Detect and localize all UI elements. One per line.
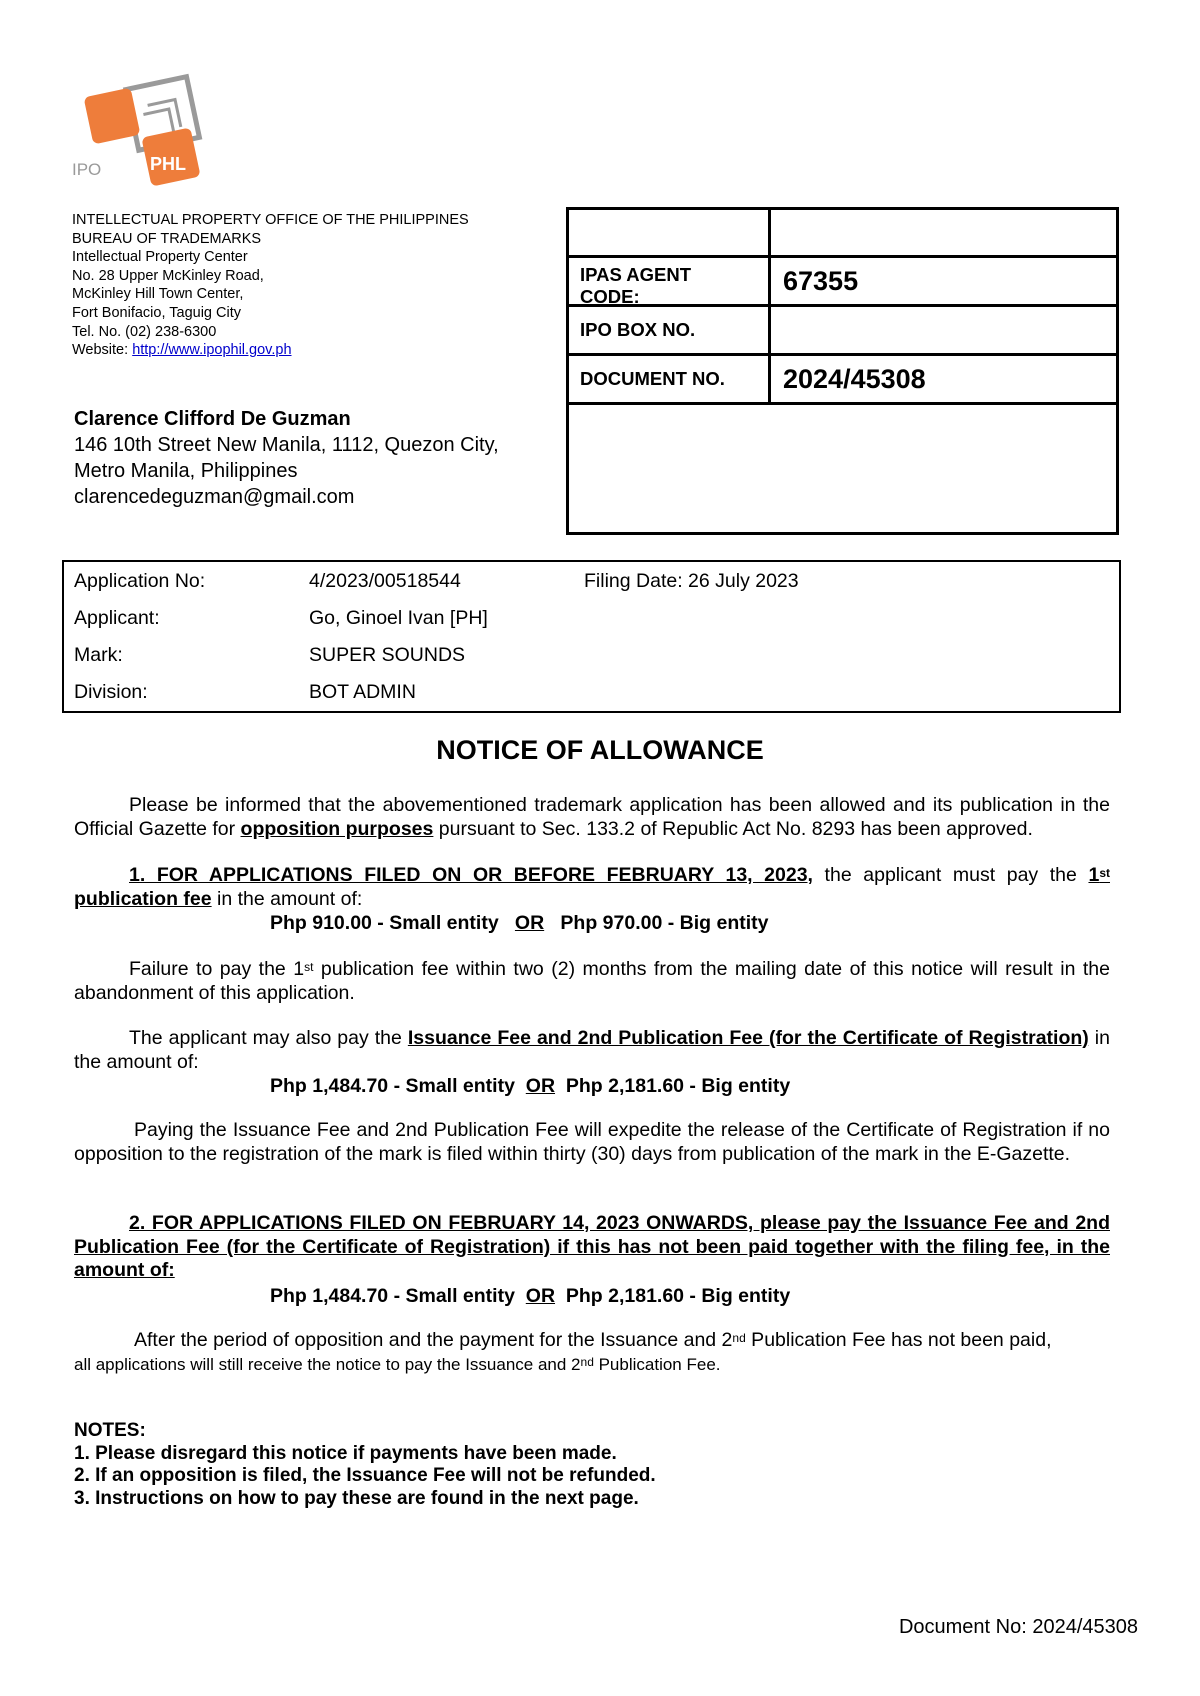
notes-heading: NOTES: (74, 1420, 146, 1441)
office-line: BUREAU OF TRADEMARKS (72, 230, 262, 247)
ipas-agent-code-row (569, 258, 1116, 307)
section-1-paragraph: 1. FOR APPLICATIONS FILED ON OR BEFORE FEBRUARY 13, 2023, the applicant must pay the 1st publication fee in the amount of: (74, 864, 1110, 910)
applicant-row (64, 607, 1119, 637)
applicant-label: Applicant: (74, 607, 160, 629)
also-pay-paragraph: The applicant may also pay the Issuance Fee and 2nd Publication Fee (for the Certificate of Registration) in the amount of: (74, 1027, 1110, 1073)
website-label: Website: (72, 342, 133, 359)
opposition-purposes-text: opposition purposes (240, 817, 434, 840)
logo-text-ipo: IPO (72, 160, 102, 179)
application-info-box (62, 560, 1121, 713)
office-website (72, 341, 572, 360)
recipient-email: clarencedeguzman@gmail.com (74, 486, 355, 508)
fee-line-1: Php 910.00 - Small entity OR Php 970.00 - Big entity (270, 912, 769, 934)
division-value: BOT ADMIN (309, 681, 416, 703)
document-no-value: 2024/45308 (783, 363, 926, 394)
recipient-name: Clarence Clifford De Guzman (74, 408, 351, 430)
mark-label: Mark: (74, 644, 123, 666)
document-no-row (569, 356, 1116, 405)
ipo-box-label: IPO BOX NO. (569, 307, 771, 353)
paying-paragraph: Paying the Issuance Fee and 2nd Publication Fee will expedite the release of the Certificate of Registration if no opposition to the registration of the mark is filed within thirty (30) days from publication of the mark in the E-Gazette. (74, 1119, 1110, 1165)
recipient-block (74, 406, 574, 510)
ipas-agent-code-label: IPAS AGENT CODE: (569, 258, 771, 304)
website-link[interactable]: http://www.ipophil.gov.ph (132, 342, 292, 359)
footer-document-no: Document No: 2024/45308 (898, 1616, 1138, 1638)
applicant-value: Go, Ginoel Ivan [PH] (309, 607, 488, 629)
application-no-label: Application No: (74, 570, 206, 592)
office-line: No. 28 Upper McKinley Road, (72, 267, 264, 284)
division-row (64, 681, 1119, 711)
office-address-block (72, 211, 572, 360)
ipas-agent-code-value: 67355 (783, 265, 859, 296)
mark-value: SUPER SOUNDS (309, 644, 466, 666)
agent-box-empty-row (569, 210, 1116, 258)
logo-text-phl: PHL (150, 154, 186, 174)
ipophl-logo (70, 70, 220, 200)
document-no-label: DOCUMENT NO. (569, 356, 771, 402)
division-label: Division: (74, 681, 148, 703)
office-line: INTELLECTUAL PROPERTY OFFICE OF THE PHILIPPINES (72, 212, 469, 228)
note-item: 1. Please disregard this notice if payments have been made. (74, 1442, 617, 1464)
filing-date: Filing Date: 26 July 2023 (584, 570, 799, 592)
application-no-row (64, 570, 1119, 600)
recipient-address-line: Metro Manila, Philippines (74, 460, 298, 482)
application-no-value: 4/2023/00518544 (309, 570, 461, 592)
failure-paragraph: Failure to pay the 1st publication fee within two (2) months from the mailing date of this notice will result in the abandonment of this application. (74, 958, 1110, 1004)
intro-paragraph: Please be informed that the abovementioned trademark application has been allowed and its publication in the Official Gazette for opposition purposes pursuant to Sec. 133.2 of Republic Act No. 8293 has been approved. (74, 794, 1110, 840)
after-paragraph: After the period of opposition and the payment for the Issuance and 2nd Publication Fee has not been paid, all applications will still receive the notice to pay the Issuance and 2nd Publication Fee. (74, 1329, 1052, 1374)
office-line: Tel. No. (02) 238-6300 (72, 323, 217, 340)
note-item: 3. Instructions on how to pay these are found in the next page. (74, 1487, 639, 1509)
office-line: Intellectual Property Center (72, 249, 248, 266)
fee-line-2: Php 1,484.70 - Small entity OR Php 2,181.60 - Big entity (270, 1075, 791, 1097)
section-1-heading: 1. FOR APPLICATIONS FILED ON OR BEFORE FEBRUARY 13, 2023, (129, 864, 813, 886)
notes-block (74, 1420, 656, 1510)
note-item: 2. If an opposition is filed, the Issuance Fee will not be refunded. (74, 1465, 656, 1486)
fee-line-3: Php 1,484.70 - Small entity OR Php 2,181.60 - Big entity (270, 1285, 791, 1307)
recipient-address-line: 146 10th Street New Manila, 1112, Quezon City, (74, 434, 499, 456)
notice-title: NOTICE OF ALLOWANCE (436, 735, 764, 765)
office-line: McKinley Hill Town Center, (72, 286, 244, 303)
ipo-box-row (569, 307, 1116, 356)
agent-info-box (566, 207, 1119, 535)
mark-row (64, 644, 1119, 674)
section-2-paragraph: 2. FOR APPLICATIONS FILED ON FEBRUARY 14, 2023 ONWARDS, please pay the Issuance Fee and 2nd Publication Fee (for the Certificate of Registration) if this has not been paid together with the filing fee, in the amount of: (74, 1212, 1110, 1281)
office-line: Fort Bonifacio, Taguig City (72, 304, 241, 321)
